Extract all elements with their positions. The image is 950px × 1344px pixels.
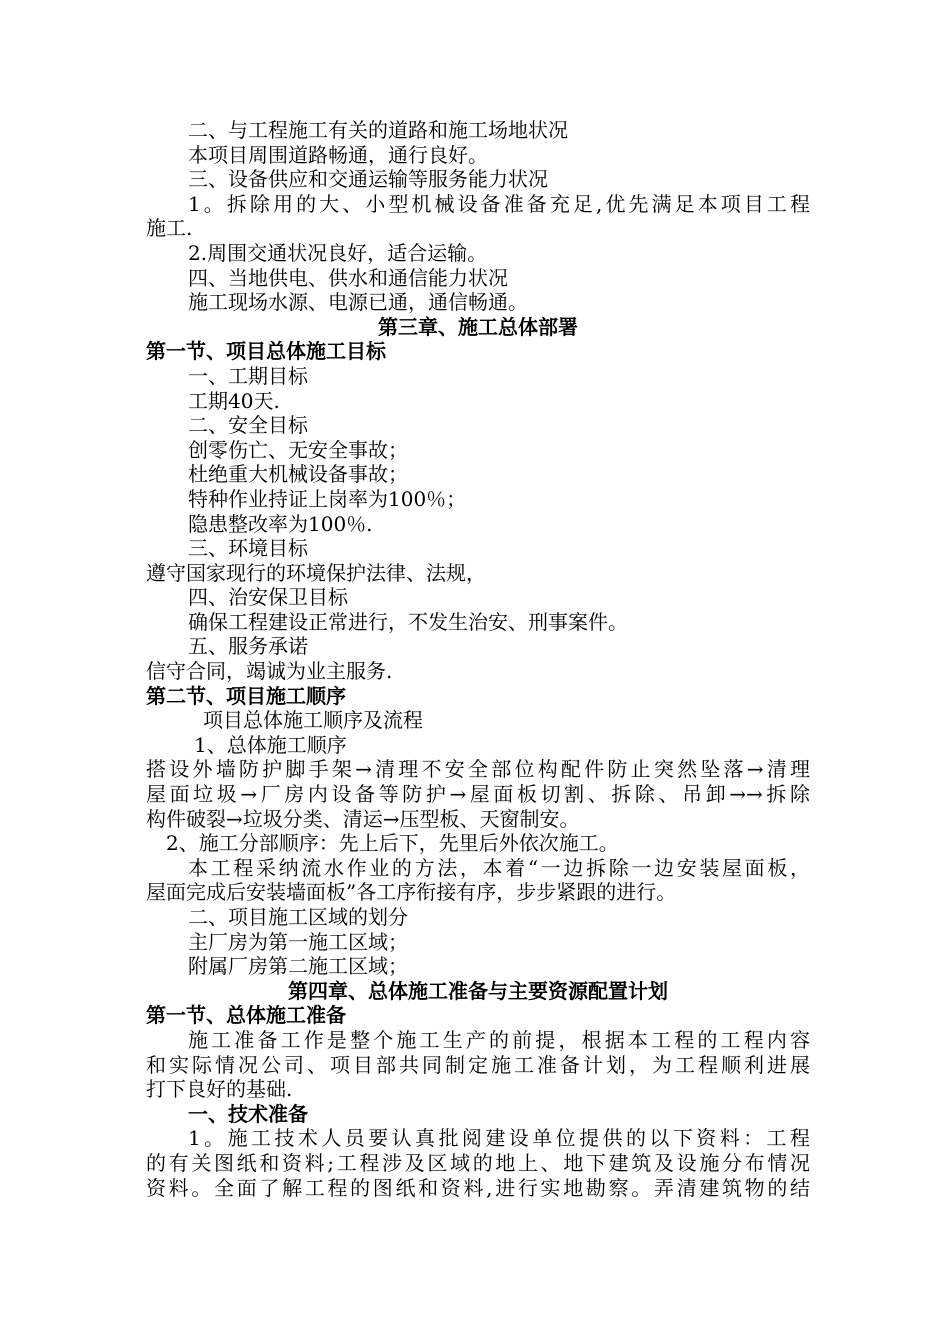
text-line: 五、服务承诺 (188, 634, 308, 659)
text-line: 构件破裂→垃圾分类、清运→压型板、天窗制安。 (146, 806, 580, 831)
text-line: 四、当地供电、供水和通信能力状况 (188, 265, 508, 290)
text-line: 二、安全目标 (188, 413, 308, 438)
chapter-heading: 第四章、总体施工准备与主要资源配置计划 (288, 978, 668, 1003)
text-line: 隐患整改率为100％. (188, 511, 373, 536)
text-line: 项目总体施工顺序及流程 (203, 708, 423, 733)
text-line: 1。施工技术人员要认真批阅建设单位提供的以下资料：工程 (188, 1126, 810, 1151)
text-line: 搭设外墙防护脚手架→清理不安全部位构配件防止突然坠落→清理 (146, 757, 810, 782)
text-line: 二、与工程施工有关的道路和施工场地状况 (188, 118, 568, 142)
text-line: 资料。全面了解工程的图纸和资料,进行实地勘察。弄清建筑物的结 (146, 1175, 810, 1200)
text-line: 打下良好的基础. (146, 1077, 293, 1102)
text-line: 遵守国家现行的环境保护法律、法规， (146, 560, 486, 585)
text-line: 屋面完成后安装墙面板”各工序衔接有序，步步紧跟的进行。 (146, 880, 677, 905)
text-line: 施工. (146, 216, 193, 241)
text-line: 施工现场水源、电源已通，通信畅通。 (188, 290, 528, 315)
chapter-heading: 第三章、施工总体部署 (378, 314, 578, 339)
section-heading: 第二节、项目施工顺序 (146, 683, 346, 708)
text-line: 2.周围交通状况良好，适合运输。 (188, 240, 488, 265)
text-line: 屋面垃圾→厂房内设备等防护→屋面板切割、拆除、吊卸→→拆除 (146, 782, 810, 807)
text-line: 和实际情况公司、项目部共同制定施工准备计划，为工程顺利进展 (146, 1052, 810, 1077)
text-line: 一、工期目标 (188, 363, 308, 388)
document-page (146, 118, 810, 1200)
section-heading: 第一节、项目总体施工目标 (146, 339, 386, 364)
text-line: 三、设备供应和交通运输等服务能力状况 (188, 167, 548, 192)
text-line: 杜绝重大机械设备事故； (188, 462, 408, 487)
text-line: 本项目周围道路畅通，通行良好。 (188, 142, 488, 167)
text-line: 工期40天. (188, 388, 280, 413)
text-line: 确保工程建设正常进行，不发生治安、刑事案件。 (188, 609, 628, 634)
text-line: 1、总体施工顺序 (194, 732, 347, 757)
text-line: 创零伤亡、无安全事故； (188, 437, 408, 462)
subsection-heading: 一、技术准备 (188, 1101, 308, 1126)
text-line: 四、治安保卫目标 (188, 585, 348, 610)
text-line: 主厂房为第一施工区域； (188, 929, 408, 954)
text-line: 本工程采纳流水作业的方法，本着“一边拆除一边安装屋面板， (188, 855, 810, 880)
text-line: 附属厂房第二施工区域； (188, 954, 408, 979)
text-line: 施工准备工作是整个施工生产的前提，根据本工程的工程内容 (188, 1027, 810, 1052)
text-line: 2、施工分部顺序：先上后下，先里后外依次施工。 (166, 831, 619, 856)
section-heading: 第一节、总体施工准备 (146, 1003, 346, 1028)
text-line: 三、环境目标 (188, 536, 308, 561)
text-line: 信守合同，竭诚为业主服务. (146, 659, 393, 684)
text-line: 特种作业持证上岗率为100％； (188, 486, 467, 511)
text-line: 二、项目施工区域的划分 (188, 905, 408, 929)
text-line: 1。拆除用的大、小型机械设备准备充足,优先满足本项目工程 (188, 191, 810, 216)
text-line: 的有关图纸和资料;工程涉及区域的地上、地下建筑及设施分布情况 (146, 1150, 810, 1175)
